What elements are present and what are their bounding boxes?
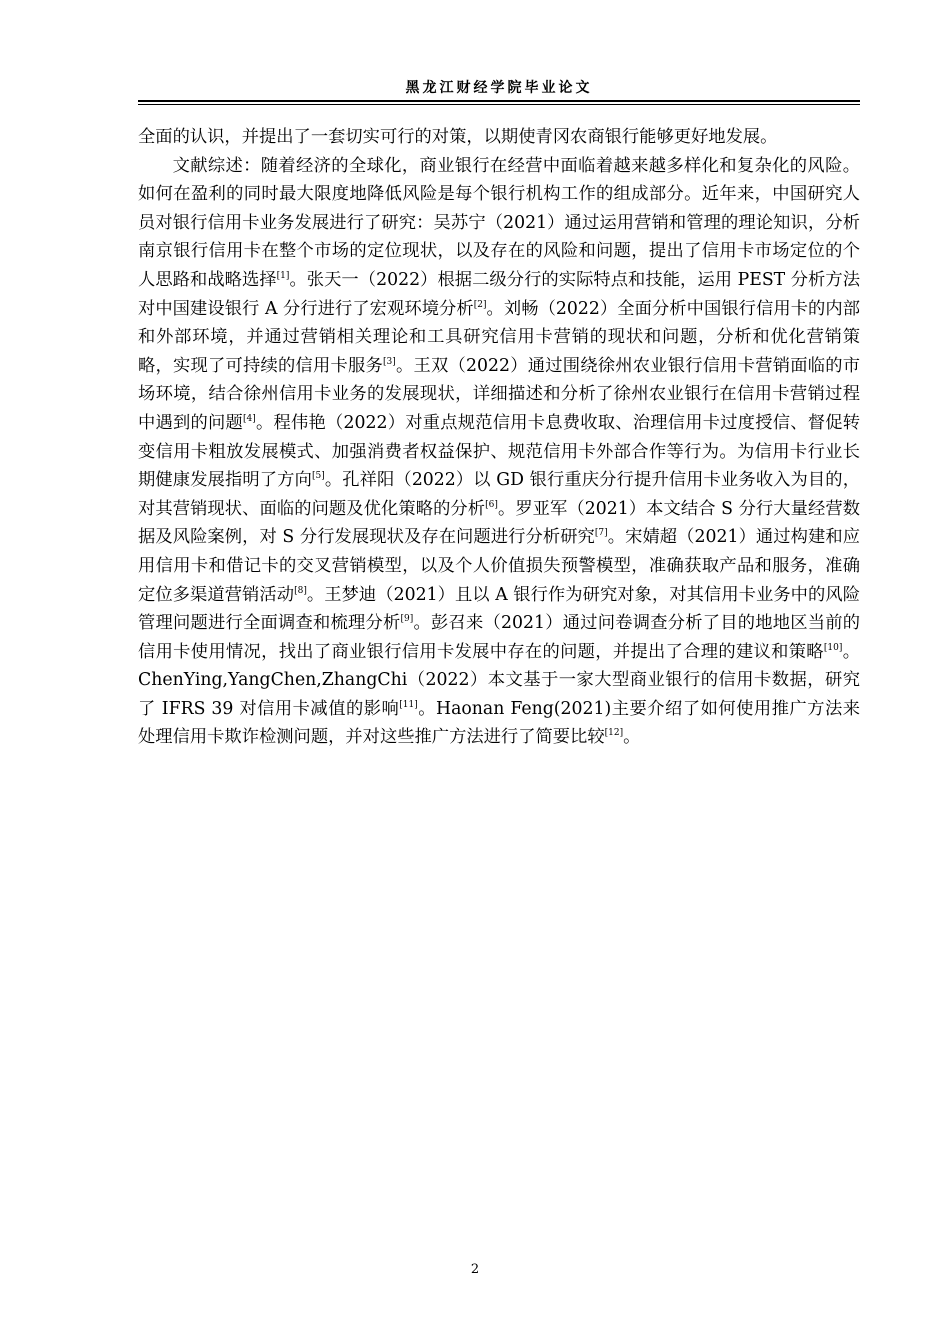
- literature-text: 。王双（2022）通过围绕徐州农业银行信用卡营销面临的市场环境，结合徐州信用卡业务的发展现状，详细描述和分析了徐州农业银行在信用卡营销过程中遇到的问题: [138, 355, 860, 433]
- literature-text: 。Haonan Feng(2021)主要介绍了如何使用推广方法来处理信用卡欺诈检测问题，并对这些推广方法进行了简要比较: [138, 698, 861, 748]
- literature-text: 文献综述：随着经济的全球化，商业银行在经营中面临着越来越多样化和复杂化的风险。如何在盈利的同时最大限度地降低风险是每个银行机构工作的组成部分。近年来，中国研究人员对银行信用卡业务发展进行了研究：吴苏宁（2021）通过运用营销和管理的理论知识，分析南京银行信用卡在整个市场的定位现状，以及存在的风险和问题，提出了信用卡市场定位的个人思路和战略选择: [138, 155, 860, 290]
- citation-ref: [7]: [594, 528, 608, 539]
- literature-text: 。彭召来（2021）通过问卷调查分析了目的地地区当前的信用卡使用情况，找出了商业银行信用卡发展中存在的问题，并提出了合理的建议和策略: [138, 613, 860, 662]
- literature-text: 。刘畅（2022）全面分析中国银行信用卡的内部和外部环境，并通过营销相关理论和工具研究信用卡营销的现状和问题，分析和优化营销策略，实现了可持续的信用卡服务: [138, 298, 861, 376]
- citation-ref: [9]: [400, 614, 414, 625]
- page-header-title: 黑龙江财经学院毕业论文: [405, 80, 593, 96]
- citation-ref: [2]: [473, 299, 487, 310]
- literature-text: 。宋婧超（2021）通过构建和应用信用卡和借记卡的交叉营销模型，以及个人价值损失预警模型，准确获取产品和服务，准确定位多渠道营销活动: [138, 527, 860, 605]
- citation-ref: [8]: [294, 585, 307, 596]
- literature-text: 。孔祥阳（2022）以 GD 银行重庆分行提升信用卡业务收入为目的，对其营销现状、面临的问题及优化策略的分析: [138, 470, 860, 519]
- literature-text: 。罗亚军（2021）本文结合 S 分行大量经营数据及风险案例，对 S 分行发展现状及存在问题进行分析研究: [138, 498, 860, 548]
- literature-text: 。程伟艳（2022）对重点规范信用卡息费收取、治理信用卡过度授信、督促转变信用卡粗放发展模式、加强消费者权益保护、规范信用卡外部合作等行为。为信用卡行业长期健康发展指明了方向: [138, 412, 860, 491]
- thesis-body-text: [138, 123, 860, 752]
- citation-ref: [11]: [399, 700, 418, 711]
- citation-ref: [5]: [311, 471, 325, 482]
- header-double-rule: [138, 100, 860, 105]
- citation-ref: [10]: [823, 642, 843, 653]
- paragraph-continuation: 全面的认识，并提出了一套切实可行的对策，以期使青冈农商银行能够更好地发展。: [138, 127, 778, 147]
- literature-text: 。张天一（2022）根据二级分行的实际特点和技能，运用 PEST 分析方法对中国建设银行 A 分行进行了宏观环境分析: [138, 269, 860, 319]
- literature-text: 。ChenYing,YangChen,ZhangChi（2022）本文基于一家大型商业银行的信用卡数据，研究了 IFRS 39 对信用卡减值的影响: [138, 641, 860, 719]
- page-number: 2: [470, 1262, 480, 1277]
- paragraph-literature-review: [138, 152, 860, 752]
- citation-ref: [3]: [383, 356, 396, 367]
- citation-ref: [1]: [276, 271, 290, 282]
- literature-text: 。王梦迪（2021）且以 A 银行作为研究对象，对其信用卡业务中的风险管理问题进行全面调查和梳理分析: [138, 584, 860, 634]
- citation-ref: [6]: [485, 499, 498, 510]
- literature-text: 。: [623, 727, 641, 748]
- citation-ref: [12]: [604, 728, 624, 739]
- citation-ref: [4]: [243, 414, 256, 425]
